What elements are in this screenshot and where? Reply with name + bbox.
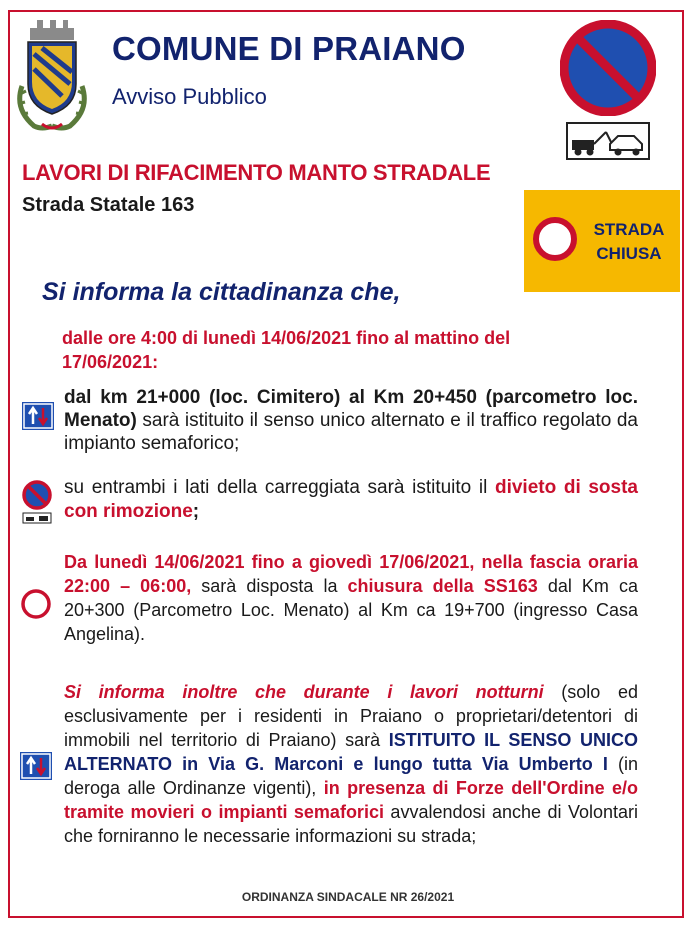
item-4-text2: (in deroga alle Ordinanze vigenti), xyxy=(64,754,638,798)
period-1 xyxy=(62,326,622,374)
road-closed-small-icon xyxy=(20,588,52,620)
two-way-traffic-icon xyxy=(22,402,54,430)
item-3-text1: sarà disposta la xyxy=(191,576,348,596)
inform-heading: Si informa la cittadinanza che, xyxy=(42,278,401,306)
period-1-line1: dalle ore 4:00 di lunedì 14/06/2021 fino al mattino del xyxy=(62,328,511,348)
item-3-red2: chiusura della SS163 xyxy=(347,576,538,596)
page-subtitle: Avviso Pubblico xyxy=(112,84,267,109)
item-4-text3: avvalendosi anche di Volontari che forniranno le necessarie informazioni su strada; xyxy=(64,802,638,846)
item-4-red1: Si informa inoltre che durante i lavori notturni xyxy=(64,682,544,702)
ordinance-footer: ORDINANZA SINDACALE NR 26/2021 xyxy=(241,890,455,904)
item-3-text2: dal Km ca 20+300 (Parcometro Loc. Menato) al Km ca 19+700 (ingresso Casa Angelina). xyxy=(64,576,638,644)
road-closed-label xyxy=(584,218,674,266)
item-1 xyxy=(64,386,638,455)
road-closed-line2: CHIUSA xyxy=(596,244,662,263)
road-closed-line1: STRADA xyxy=(593,220,665,239)
item-3 xyxy=(64,550,638,646)
item-2-end: ; xyxy=(192,501,200,522)
item-1-text: sarà istituito il senso unico alternato e il traffico regolato da impianto semaforico; xyxy=(64,410,638,454)
item-1-bold: dal km 21+000 (loc. Cimitero) al Km 20+450 (parcometro loc. Menato) xyxy=(64,387,638,431)
tow-truck-icon xyxy=(566,122,650,160)
no-parking-small-icon xyxy=(20,480,54,524)
no-parking-icon xyxy=(560,20,656,116)
work-title: LAVORI DI RIFACIMENTO MANTO STRADALE xyxy=(22,160,491,185)
road-name: Strada Statale 163 xyxy=(22,194,195,216)
item-2-red: divieto di sosta con rimozione xyxy=(64,477,638,522)
road-closed-icon xyxy=(532,216,578,262)
two-way-traffic-icon-2 xyxy=(20,752,52,780)
item-2 xyxy=(64,476,638,524)
item-4 xyxy=(64,680,638,848)
item-3-red1: Da lunedì 14/06/2021 fino a giovedì 17/06/2021, nella fascia oraria 22:00 – 06:00, xyxy=(64,552,638,596)
item-4-red2: in presenza di Forze dell'Ordine e/o tramite movieri o impianti semaforici xyxy=(64,778,638,822)
page-title: COMUNE DI PRAIANO xyxy=(112,30,466,67)
road-closed-sign xyxy=(524,190,680,292)
item-2-text: su entrambi i lati della carreggiata sarà istituito il xyxy=(64,477,495,498)
item-4-text1: (solo ed esclusivamente per i residenti in Praiano o proprietari/detentori di immobili nel territorio di Praiano) sarà xyxy=(64,682,638,750)
coat-of-arms-icon xyxy=(12,14,92,134)
item-4-bold1: ISTITUITO IL SENSO UNICO ALTERNATO in Via G. Marconi e lungo tutta Via Umberto I xyxy=(64,730,639,774)
period-1-line2: 17/06/2021: xyxy=(62,352,159,372)
